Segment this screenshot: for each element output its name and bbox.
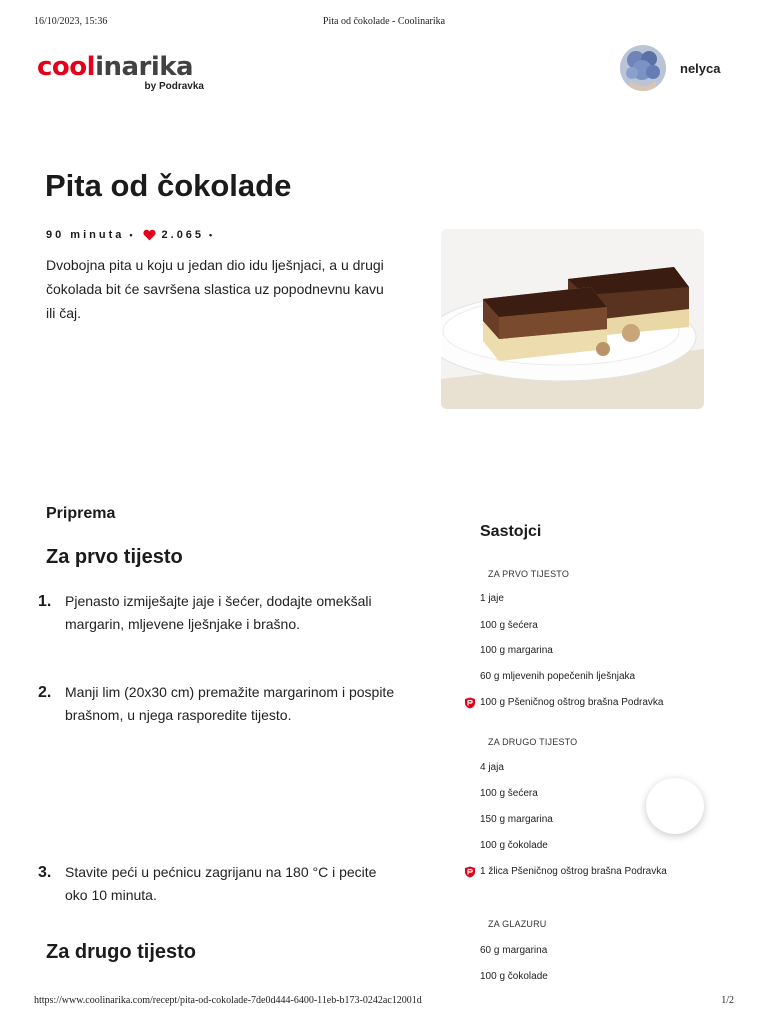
print-page-number: 1/2 <box>721 995 734 1006</box>
step-item <box>38 590 398 636</box>
ingredient-item: 100 g čokolade <box>480 840 548 851</box>
recipe-image <box>441 229 704 409</box>
ingredient-item: 60 g mljevenih popečenih lješnjaka <box>480 671 636 682</box>
ingredient-group-label: ZA GLAZURU <box>488 919 547 929</box>
podravka-product-icon[interactable] <box>464 866 476 878</box>
recipe-title: Pita od čokolade <box>45 168 292 203</box>
coolinarika-logo[interactable] <box>37 52 207 96</box>
podravka-product-icon[interactable] <box>464 697 476 709</box>
print-page-title: Pita od čokolade - Coolinarika <box>322 16 446 27</box>
recipe-intro: Dvobojna pita u koju u jedan dio idu lješnjaci, a u drugi čokolada bit će savršena slastica uz popodnevnu kavu ili čaj. <box>46 257 384 321</box>
print-datetime: 16/10/2023, 15:36 <box>34 16 108 27</box>
user-profile[interactable] <box>620 45 720 91</box>
step-text: Stavite peći u pećnicu zagrijanu na 180 °C i pecite oko 10 minuta. <box>65 864 377 903</box>
ingredient-item: 100 g šećera <box>480 788 538 799</box>
step-number: 3. <box>38 864 52 881</box>
heart-icon[interactable] <box>143 229 156 241</box>
logo-part-red: cool <box>37 52 96 82</box>
floating-action-button[interactable] <box>646 778 704 834</box>
separator-dot: • <box>209 230 216 240</box>
ingredient-item: 100 g čokolade <box>480 971 548 982</box>
recipe-meta <box>46 229 220 241</box>
ingredient-item-product-link[interactable]: 1 žlica Pšeničnog oštrog brašna Podravka <box>480 866 667 877</box>
preparation-label: Priprema <box>46 505 116 522</box>
step-text: Pjenasto izmiješajte jaje i šećer, dodajte omekšali margarin, mljevene lješnjake i brašno. <box>65 593 372 632</box>
ingredient-item: 150 g margarina <box>480 814 553 825</box>
step-item <box>38 681 398 727</box>
logo-subtitle: by Podravka <box>144 81 204 92</box>
ingredient-item: 100 g margarina <box>480 645 553 656</box>
step-item <box>38 861 398 907</box>
recipe-likes: 2.065 <box>161 229 205 241</box>
separator-dot: • <box>129 230 136 240</box>
ingredient-item: 1 jaje <box>480 593 504 604</box>
ingredient-group-label: ZA DRUGO TIJESTO <box>488 737 578 747</box>
step-number: 2. <box>38 684 52 701</box>
ingredient-item: 60 g margarina <box>480 945 548 956</box>
ingredient-item: 100 g šećera <box>480 620 538 631</box>
section-heading-first-dough: Za prvo tijesto <box>46 546 183 568</box>
ingredient-group-label: ZA PRVO TIJESTO <box>488 569 570 579</box>
ingredient-item: 4 jaja <box>480 762 504 773</box>
ingredient-item-product-link[interactable]: 100 g Pšeničnog oštrog brašna Podravka <box>480 697 664 708</box>
section-heading-second-dough: Za drugo tijesto <box>46 941 196 963</box>
print-url: https://www.coolinarika.com/recept/pita-od-cokolade-7de0d444-6400-11eb-b173-0242ac12001d <box>34 995 422 1006</box>
step-text: Manji lim (20x30 cm) premažite margarinom i pospite brašnom, u njega rasporedite tijesto. <box>65 684 395 723</box>
recipe-time: 90 minuta <box>46 229 125 241</box>
logo-part-gray: inarika <box>95 52 194 82</box>
username[interactable]: nelyca <box>680 60 721 76</box>
avatar[interactable] <box>620 45 666 91</box>
step-number: 1. <box>38 593 52 610</box>
ingredients-title: Sastojci <box>480 523 542 540</box>
